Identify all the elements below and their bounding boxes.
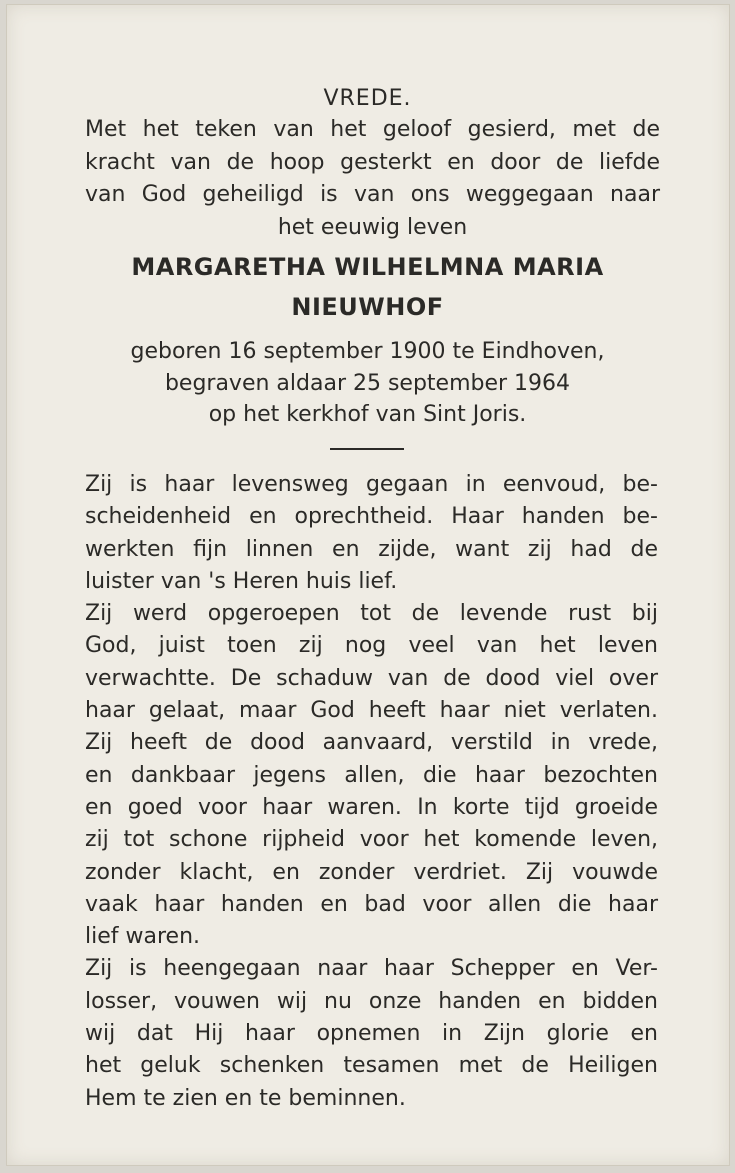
body-line: Zij heeft de dood aanvaard, verstild in vrede, — [85, 730, 658, 756]
heading-vrede: VREDE. — [323, 86, 412, 111]
body-line: zonder klacht, en zonder verdriet. Zij vouwde — [85, 859, 658, 885]
body-line: vaak haar handen en bad voor allen die haar — [85, 891, 658, 917]
body-line: haar gelaat, maar God heeft haar niet verlaten. — [85, 698, 658, 724]
body-line: Zij is haar levensweg gegaan in eenvoud, be- — [85, 472, 658, 497]
body-line: verwachtte. De schaduw van de dood viel over — [85, 665, 658, 691]
body-paragraph — [85, 598, 658, 953]
body-line: en dankbaar jegens allen, die haar bezochten — [85, 762, 658, 788]
intro-line: van God geheiligd is van ons weggegaan naar — [85, 182, 660, 207]
dates-block — [0, 336, 735, 431]
body-paragraph — [85, 953, 658, 1114]
deceased-name-line2: NIEUWHOF — [291, 293, 444, 321]
body-line: God, juist toen zij nog veel van het leven — [85, 633, 658, 659]
date-line: geboren 16 september 1900 te Eindhoven, — [130, 339, 605, 364]
deceased-name-line1: MARGARETHA WILHELMNA MARIA — [131, 253, 604, 281]
body-paragraph — [85, 469, 658, 598]
body-line-last: lief waren. — [85, 924, 201, 950]
body-line-last: Hem te zien en te beminnen. — [85, 1085, 406, 1111]
body-text — [85, 469, 658, 1115]
body-line: zij tot schone rijpheid voor het komende leven, — [85, 827, 658, 853]
body-line: Zij werd opgeroepen tot de levende rust bij — [85, 601, 658, 627]
date-line: op het kerkhof van Sint Joris. — [208, 402, 527, 427]
intro-line: Met het teken van het geloof gesierd, met de — [85, 117, 660, 142]
body-line: wij dat Hij haar opnemen in Zijn glorie en — [85, 1021, 658, 1047]
intro-line: kracht van de hoop gesterkt en door de liefde — [85, 149, 660, 175]
body-line-last: luister van 's Heren huis lief. — [85, 568, 398, 594]
body-line: scheidenheid en oprechtheid. Haar handen be- — [85, 504, 658, 530]
body-line: Zij is heengegaan naar haar Schepper en Ver- — [85, 956, 658, 982]
body-line: losser, vouwen wij nu onze handen en bidden — [85, 988, 658, 1014]
body-line: werkten fijn linnen en zijde, want zij had de — [85, 536, 658, 562]
date-line: begraven aldaar 25 september 1964 — [164, 370, 571, 396]
body-line: en goed voor haar waren. In korte tijd groeide — [85, 794, 658, 820]
body-line: het geluk schenken tesamen met de Heiligen — [85, 1053, 658, 1079]
intro-text — [85, 114, 660, 244]
intro-line-last: het eeuwig leven — [277, 214, 468, 240]
divider-rule — [330, 448, 404, 450]
